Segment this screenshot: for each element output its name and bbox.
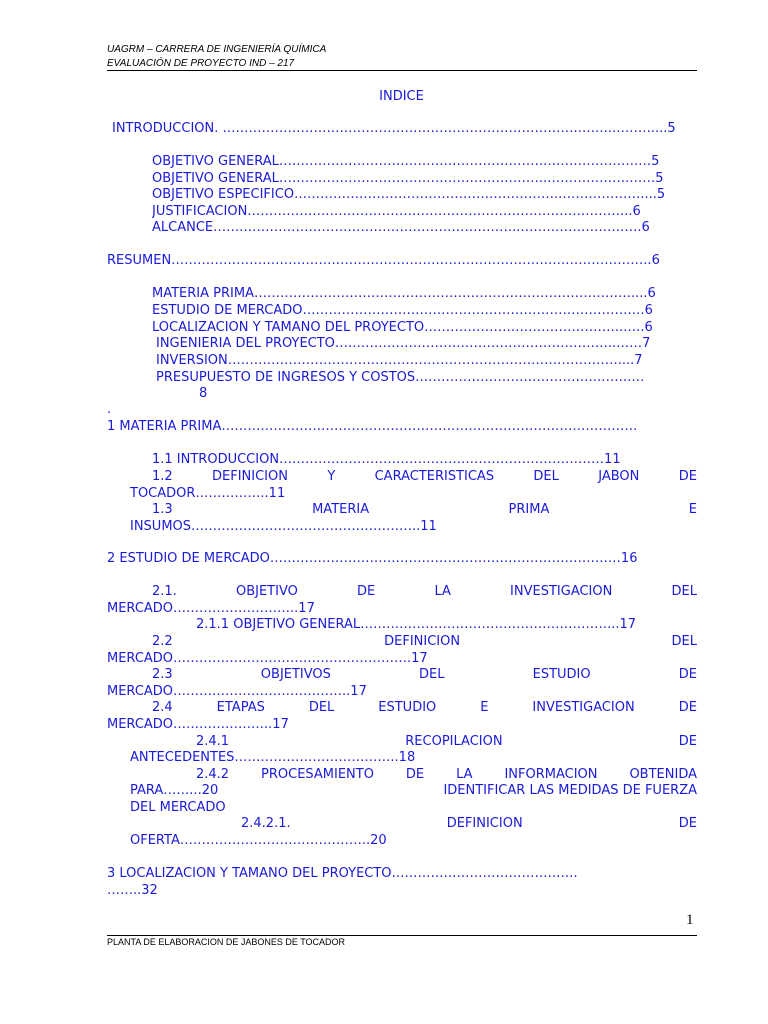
- toc-chapter-3: 3 LOCALIZACIÓN Y TAMAÑO DEL PROYECTO…………………………………….: [107, 866, 578, 881]
- toc-entry-1-1: 1.1 INTRODUCCION…………………………………………………………………11: [152, 452, 621, 467]
- page-title: INDICE: [379, 89, 424, 104]
- toc-entry-2-1-cont: MERCADO………………………..17: [107, 601, 315, 616]
- toc-chapter-1: 1 MATERIA PRIMA……………………………………………………………………………………: [107, 419, 638, 434]
- toc-entry-2-4-2: 2.4.2 PROCESAMIENTO DE LA INFORMACION OBTENIDA: [196, 767, 697, 782]
- toc-entry-2-1: 2.1. OBJETIVO DE LA INVESTIGACION DEL: [152, 584, 697, 599]
- toc-entry-estudio-mercado: ESTUDIO DE MERCADO………………………………………………………………….…6: [152, 303, 653, 318]
- toc-entry-alcance: ALCANCE……………………………………………………………..……………………….6: [152, 220, 650, 235]
- toc-entry-objetivo-general-1: OBJETIVO GENERAL…………………………………………………….………………….…5: [152, 154, 660, 169]
- toc-entry-2-4-1: 2.4.1 RECOPILACION DE: [196, 734, 697, 749]
- toc-entry-2-2: 2.2 DEFINICION DEL: [152, 634, 697, 649]
- toc-entry-2-4-1-cont: ANTECEDENTES………………………………..18: [130, 750, 416, 765]
- toc-entry-objetivo-especifico: OBJETIVO ESPECIFICO……………………………………………………..………………....5: [152, 187, 666, 202]
- toc-entry-2-4-2-cont2: DEL MERCADO: [130, 800, 226, 815]
- toc-entry-2-1-1: 2.1.1 OBJETIVO GENERAL…………………………………………………...17: [196, 617, 637, 632]
- toc-entry-presupuesto: PRESUPUESTO DE INGRESOS Y COSTOS…………………………………….…….…: [156, 370, 645, 385]
- toc-entry-2-3-cont: MERCADO…………………………………..17: [107, 684, 367, 699]
- running-footer: PLANTA DE ELABORACION DE JABONES DE TOCADOR: [107, 935, 697, 947]
- toc-entry-resumen: RESUMEN…………………………………………………………………………….…………………..6: [107, 253, 660, 268]
- toc-entry-1-2: 1.2 DEFINICION Y CARACTERISTICAS DEL JABON DE: [152, 469, 697, 484]
- toc-entry-2-4-cont: MERCADO…………………..17: [107, 717, 289, 732]
- toc-entry-localizacion: LOCALIZACIÓN Y TAMAÑO DEL PROYECTO………………………………………..….6: [152, 320, 653, 335]
- toc-entry-2-2-cont: MERCADO……………………………………………….17: [107, 651, 428, 666]
- toc-entry-2-4-2-cont: PARA……...20 IDENTIFICAR LAS MEDIDAS DE FUERZA: [130, 783, 697, 798]
- toc-entry-2-4-2-1-cont: OFERTA……………………………………..20: [130, 833, 387, 848]
- toc-entry-1-3-cont: INSUMOS……………………………………………..11: [130, 519, 437, 534]
- toc-entry-1-3: 1.3 MATERIA PRIMA E: [152, 502, 697, 517]
- toc-entry-2-4-2-1: 2.4.2.1. DEFINICION DE: [241, 816, 697, 831]
- toc-entry-2-4: 2.4 ETAPAS DEL ESTUDIO E INVESTIGACION DE: [152, 700, 697, 715]
- toc-entry-inversion: INVERSIÓN………………………………………………………………………………....7: [156, 353, 643, 368]
- running-header-course: EVALUACIÓN DE PROYECTO IND – 217: [107, 58, 697, 71]
- page-number: 1: [686, 912, 694, 928]
- toc-entry-justificacion: JUSTIFICACION……………………………………………………………………………..6: [152, 204, 641, 219]
- toc-chapter-2: 2 ESTUDIO DE MERCADO………………………………………………………………………16: [107, 551, 638, 566]
- stray-dot: .: [107, 402, 112, 417]
- toc-entry-presupuesto-page: 8: [199, 386, 208, 401]
- toc-chapter-3-cont: ……..32: [107, 883, 158, 898]
- toc-entry-materia-prima: MATERIA PRIMA……………………………………………………………………………....6: [152, 286, 656, 301]
- toc-entry-2-3: 2.3 OBJETIVOS DEL ESTUDIO DE: [152, 667, 697, 682]
- toc-entry-1-2-cont: TOCADOR……………..11: [130, 486, 286, 501]
- toc-entry-ingenieria: INGENIERIA DEL PROYECTO………………………………………………………..……7: [156, 336, 651, 351]
- toc-entry-introduccion: INTRODUCCION. ……………………………………………………………………….……..………....5: [112, 121, 676, 136]
- running-header-institution: UAGRM – CARRERA DE INGENIERÍA QUÍMICA: [107, 44, 327, 55]
- toc-entry-objetivo-general-2: OBJETIVO GENERAL……………………………………………………..……………….……5: [152, 171, 664, 186]
